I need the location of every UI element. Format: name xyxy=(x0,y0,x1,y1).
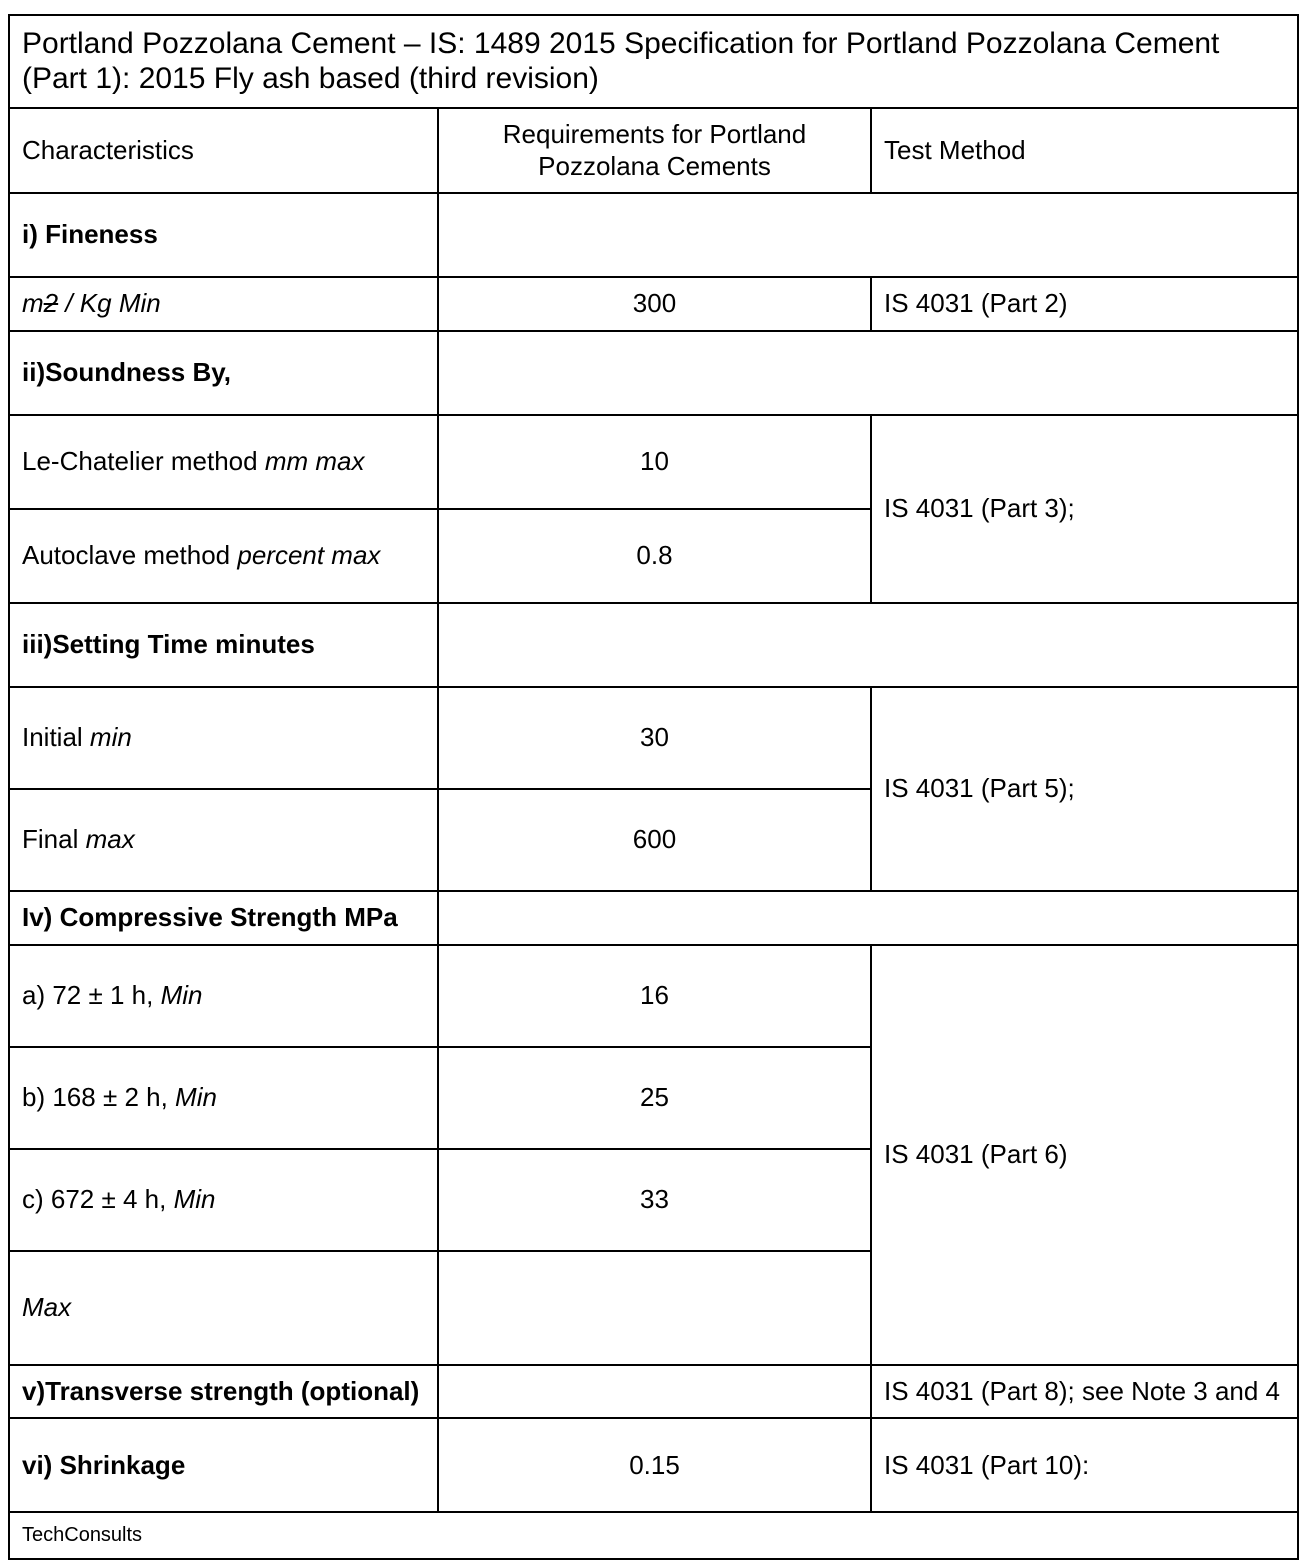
row-label-strength-72h xyxy=(9,945,438,1047)
table-row xyxy=(9,193,1298,277)
row-method-shrinkage: IS 4031 (Part 10): xyxy=(871,1418,1298,1512)
row-method-transverse-strength: IS 4031 (Part 8); see Note 3 and 4 xyxy=(871,1365,1298,1419)
row-value-fineness: 300 xyxy=(438,277,871,331)
autoclave-text: Autoclave method xyxy=(22,540,238,571)
row-empty-setting-time xyxy=(438,603,1298,687)
strength-72h-qualifier: Min xyxy=(160,979,203,1010)
column-header-requirements: Requirements for Portland Pozzolana Cements xyxy=(438,108,871,193)
strength-168h-qualifier: Min xyxy=(175,1081,217,1112)
footer-note: TechConsults xyxy=(9,1512,1298,1558)
row-label-fineness: i) Fineness xyxy=(9,193,438,277)
row-value-shrinkage: 0.15 xyxy=(438,1418,871,1512)
row-empty-compressive-strength xyxy=(438,891,1298,945)
strength-72h-text: a) 72 ± 1 h, xyxy=(22,979,161,1010)
table-row xyxy=(9,945,1298,1047)
row-label-fineness-units xyxy=(9,277,438,331)
table-row xyxy=(9,603,1298,687)
strength-672h-text: c) 672 ± 4 h, xyxy=(22,1183,174,1214)
fineness-unit-prefix: m xyxy=(22,288,44,319)
row-label-strength-max xyxy=(9,1251,438,1365)
row-value-strength-max xyxy=(438,1251,871,1365)
row-method-compressive-strength: IS 4031 (Part 6) xyxy=(871,945,1298,1365)
row-label-initial xyxy=(9,687,438,789)
row-method-setting-time: IS 4031 (Part 5); xyxy=(871,687,1298,891)
fineness-unit-superscript: 2 xyxy=(43,288,59,319)
strength-168h-text: b) 168 ± 2 h, xyxy=(22,1081,176,1112)
final-unit: max xyxy=(85,824,135,855)
row-value-autoclave: 0.8 xyxy=(438,509,871,603)
table-row xyxy=(9,415,1298,509)
row-label-compressive-strength: Iv) Compressive Strength MPa xyxy=(9,891,438,945)
table-row xyxy=(9,1418,1298,1512)
final-text: Final xyxy=(22,824,86,855)
table-footer-row xyxy=(9,1512,1298,1558)
row-label-shrinkage: vi) Shrinkage xyxy=(9,1418,438,1512)
row-value-le-chatelier: 10 xyxy=(438,415,871,509)
row-label-final xyxy=(9,789,438,891)
le-chatelier-unit: mm max xyxy=(264,446,365,477)
row-label-transverse-strength: v)Transverse strength (optional) xyxy=(9,1365,438,1419)
row-value-transverse-strength xyxy=(438,1365,871,1419)
row-method-soundness: IS 4031 (Part 3); xyxy=(871,415,1298,603)
table-row xyxy=(9,277,1298,331)
row-label-strength-168h xyxy=(9,1047,438,1149)
fineness-unit-suffix: / Kg Min xyxy=(58,288,161,319)
table-header-row xyxy=(9,108,1298,193)
table-title-row xyxy=(9,15,1298,108)
row-method-fineness: IS 4031 (Part 2) xyxy=(871,277,1298,331)
table-row xyxy=(9,687,1298,789)
row-label-setting-time: iii)Setting Time minutes xyxy=(9,603,438,687)
row-empty-fineness xyxy=(438,193,1298,277)
row-label-autoclave xyxy=(9,509,438,603)
autoclave-unit: percent max xyxy=(237,540,381,571)
row-label-strength-672h xyxy=(9,1149,438,1251)
row-value-strength-168h: 25 xyxy=(438,1047,871,1149)
row-label-soundness: ii)Soundness By, xyxy=(9,331,438,415)
row-empty-soundness xyxy=(438,331,1298,415)
table-row xyxy=(9,891,1298,945)
row-value-final: 600 xyxy=(438,789,871,891)
row-value-strength-672h: 33 xyxy=(438,1149,871,1251)
table-row xyxy=(9,1365,1298,1419)
specification-table xyxy=(8,14,1299,1560)
row-label-le-chatelier xyxy=(9,415,438,509)
column-header-test-method: Test Method xyxy=(871,108,1298,193)
initial-text: Initial xyxy=(22,722,90,753)
strength-672h-qualifier: Min xyxy=(173,1183,216,1214)
column-header-characteristics: Characteristics xyxy=(9,108,438,193)
table-title: Portland Pozzolana Cement – IS: 1489 2015 Specification for Portland Pozzolana Cement (Part 1): 2015 Fly ash based (third revision) xyxy=(9,15,1298,108)
initial-unit: min xyxy=(89,722,132,753)
strength-max-qualifier: Max xyxy=(22,1291,72,1322)
le-chatelier-text: Le-Chatelier method xyxy=(22,446,265,477)
row-value-initial: 30 xyxy=(438,687,871,789)
row-value-strength-72h: 16 xyxy=(438,945,871,1047)
table-row xyxy=(9,331,1298,415)
